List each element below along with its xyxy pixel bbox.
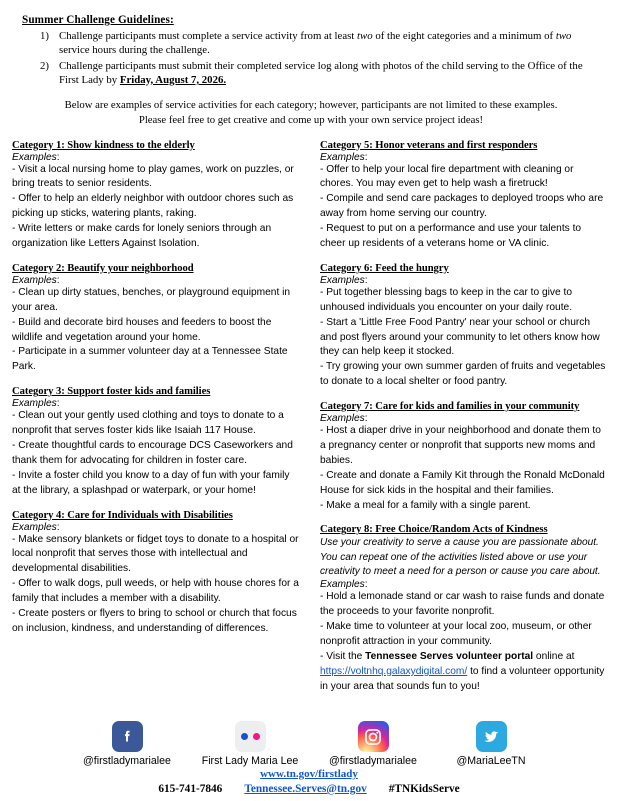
category-title: Category 8: Free Choice/Random Acts of Kindness <box>320 524 548 536</box>
category-block <box>320 524 608 694</box>
category-example: - Make sensory blankets or fidget toys to donate to a hospital or local nonprofit that serves those with intellectual and developmental disabilities. <box>12 533 299 575</box>
category-example: - Visit a local nursing home to play games, work on puzzles, or bring treats to senior residents. <box>12 163 294 190</box>
categories-left-column <box>12 140 300 706</box>
category-example: - Create posters or flyers to bring to school or church that focus on inclusion, kindness, and understanding of differences. <box>12 608 297 634</box>
examples-label-word: Examples <box>12 521 57 533</box>
website-link[interactable]: www.tn.gov/firstlady <box>260 768 358 780</box>
examples-label <box>320 152 608 163</box>
category-title: Category 6: Feed the hungry <box>320 262 449 274</box>
examples-label <box>12 275 300 286</box>
examples-label <box>12 152 300 163</box>
guideline-text-run: Challenge participants must complete a service activity from at least <box>59 30 358 42</box>
category-example: - Put together blessing bags to keep in the car to give to unhoused individuals you encounter on your daily route. <box>320 286 573 313</box>
intro-line-1: Below are examples of service activities for each category; however, participants are not limited to these examples. <box>64 99 558 111</box>
examples-label-colon: : <box>364 413 368 425</box>
guideline-text-run: service hours during the challenge. <box>59 44 210 57</box>
category-example: - Start a 'Little Free Food Pantry' near your school or church and post flyers around your community to let others know how they can help keep it stocked. <box>320 316 600 358</box>
category-note: Use your creativity to serve a cause you are passionate about. You can repeat one of the activities listed above or use your creativity to meet a need for a person or cause you care about. <box>320 537 601 578</box>
examples-label <box>320 579 608 590</box>
guideline-number: 2) <box>40 59 49 72</box>
category-example: - Write letters or make cards for lonely seniors through an organization like Letters Against Isolation. <box>12 223 272 249</box>
examples-label-word: Examples <box>12 274 57 286</box>
examples-label-word: Examples <box>320 579 365 591</box>
category-example: - Participate in a summer volunteer day at a Tennessee State Park. <box>12 346 288 373</box>
guideline-text <box>59 29 588 58</box>
category-example: - Host a diaper drive in your neighborhood and donate them to a pregnancy center or nonprofit that supports new moms and babies. <box>320 425 601 466</box>
guideline-text-run: of the eight categories and a minimum of <box>372 30 556 42</box>
social-cell[interactable] <box>314 721 432 767</box>
examples-label-word: Examples <box>320 413 365 425</box>
examples-label-word: Examples <box>12 151 57 163</box>
guideline-text-run: Friday, August 7, 2026. <box>119 73 227 86</box>
category-example: - Clean up dirty statues, benches, or playground equipment in your area. <box>12 286 291 313</box>
instagram-icon[interactable] <box>358 721 389 752</box>
hashtag: #TNKidsServe <box>388 783 460 795</box>
category-example: - Build and decorate bird houses and feeders to boost the wildlife and vegetation around your home. <box>12 316 272 343</box>
page-footer <box>0 721 618 795</box>
category-example: - Create thoughtful cards to encourage DCS Caseworkers and thank them for advocating for children in foster care. <box>12 440 293 466</box>
category-example: - Make time to volunteer at your local zoo, museum, or other nonprofit attraction in your community. <box>320 621 592 648</box>
category-title: Category 1: Show kindness to the elderly <box>12 139 195 151</box>
category-block <box>12 263 300 375</box>
category-block <box>12 510 300 637</box>
guideline-text <box>59 59 588 88</box>
category-block <box>320 401 608 513</box>
category-example: - Request to put on a performance and use your talents to cheer up residents of a veterans home or VA clinic. <box>320 223 582 249</box>
guidelines-title: Summer Challenge Guidelines: <box>22 14 174 26</box>
social-cell[interactable] <box>68 721 186 767</box>
examples-label-colon: : <box>364 151 368 163</box>
examples-label-word: Examples <box>320 274 365 286</box>
examples-label <box>320 275 608 286</box>
examples-label <box>12 398 300 409</box>
category-block <box>320 263 608 390</box>
category-block <box>320 140 608 252</box>
volunteer-portal-link[interactable]: https://voltnhq.galaxydigital.com/ <box>320 665 468 677</box>
category-example: - Create and donate a Family Kit through the Ronald McDonald House for sick kids in the hospital and their families. <box>320 469 605 496</box>
category-block <box>12 140 300 252</box>
guidelines-list <box>12 29 606 87</box>
categories-right-column <box>314 140 608 706</box>
flickr-icon[interactable] <box>235 721 266 752</box>
category-example: - Offer to help your local fire department with cleaning or chores. You may even get to help wash a firetruck! <box>320 163 574 190</box>
guideline-text-run: two <box>555 30 572 42</box>
examples-label-colon: : <box>56 151 60 163</box>
category-title: Category 7: Care for kids and families in your community <box>320 401 580 413</box>
category-example: - Make a meal for a family with a single parent. <box>320 499 531 511</box>
category-block <box>12 386 300 498</box>
social-cell[interactable] <box>186 721 314 767</box>
guideline-number: 1) <box>40 30 49 42</box>
intro-line-2: Please feel free to get creative and come up with your own service project ideas! <box>138 113 484 126</box>
portal-name: Tennessee Serves volunteer portal <box>365 651 534 662</box>
category-example: - Invite a foster child you know to a day of fun with your family at the library, a splashpad or waterpark, or your home! <box>12 469 290 496</box>
category-title: Category 5: Honor veterans and first responders <box>320 139 538 151</box>
examples-label <box>12 522 300 533</box>
category-example: - Offer to walk dogs, pull weeds, or help with house chores for a family that includes a member with a disability. <box>12 578 299 605</box>
example-prefix: - Visit the <box>320 651 366 662</box>
social-handle: First Lady Maria Lee <box>201 755 299 767</box>
examples-label-colon: : <box>364 274 368 286</box>
examples-label-colon: : <box>56 398 60 410</box>
social-media-row <box>0 721 618 767</box>
category-example: - Try growing your own summer garden of fruits and vegetables to donate to a local shelter or food pantry. <box>320 361 606 388</box>
guideline-item <box>40 29 588 58</box>
category-example: - Compile and send care packages to deployed troops who are away from home serving our country. <box>320 193 604 220</box>
guideline-text-run: Challenge participants must submit their completed service log along with photos of the child serving to the Office of the First Lady by <box>59 59 583 86</box>
examples-label-colon: : <box>56 274 60 286</box>
social-handle: @MariaLeeTN <box>456 755 526 767</box>
examples-label-word: Examples <box>12 398 57 410</box>
categories-columns <box>12 140 606 706</box>
examples-label-colon: : <box>56 521 60 533</box>
category-example-with-link <box>320 650 608 695</box>
example-middle: online at <box>533 651 575 662</box>
examples-label <box>320 413 608 424</box>
intro-paragraph <box>30 98 592 128</box>
contact-row <box>0 783 618 795</box>
social-cell[interactable] <box>432 721 550 767</box>
guideline-text-run: two <box>357 30 373 42</box>
social-handle: @firstladymarialee <box>83 755 171 767</box>
category-title: Category 4: Care for Individuals with Disabilities <box>12 509 233 521</box>
phone-number: 615-741-7846 <box>158 783 223 795</box>
example-suffix: to find a volunteer opportunity in your area that sounds fun to you! <box>320 665 605 692</box>
examples-label-colon: : <box>364 579 368 591</box>
category-example: - Offer to help an elderly neighbor with outdoor chores such as picking up sticks, watering plants, raking. <box>12 193 294 220</box>
email-link[interactable]: Tennessee.Serves@tn.gov <box>244 783 367 795</box>
category-example: - Clean out your gently used clothing and toys to donate to a nonprofit that serves foster kids like Isaiah 117 House. <box>12 410 284 437</box>
examples-label-word: Examples <box>320 151 365 163</box>
twitter-icon[interactable] <box>476 721 507 752</box>
category-example: - Hold a lemonade stand or car wash to raise funds and donate the proceeds to your favorite nonprofit. <box>320 591 605 618</box>
social-handle: @firstladymarialee <box>329 755 417 767</box>
guideline-item <box>40 59 588 88</box>
guidelines-section <box>12 14 606 128</box>
category-title: Category 2: Beautify your neighborhood <box>12 262 194 274</box>
facebook-icon[interactable] <box>112 721 143 752</box>
category-title: Category 3: Support foster kids and families <box>12 386 211 398</box>
